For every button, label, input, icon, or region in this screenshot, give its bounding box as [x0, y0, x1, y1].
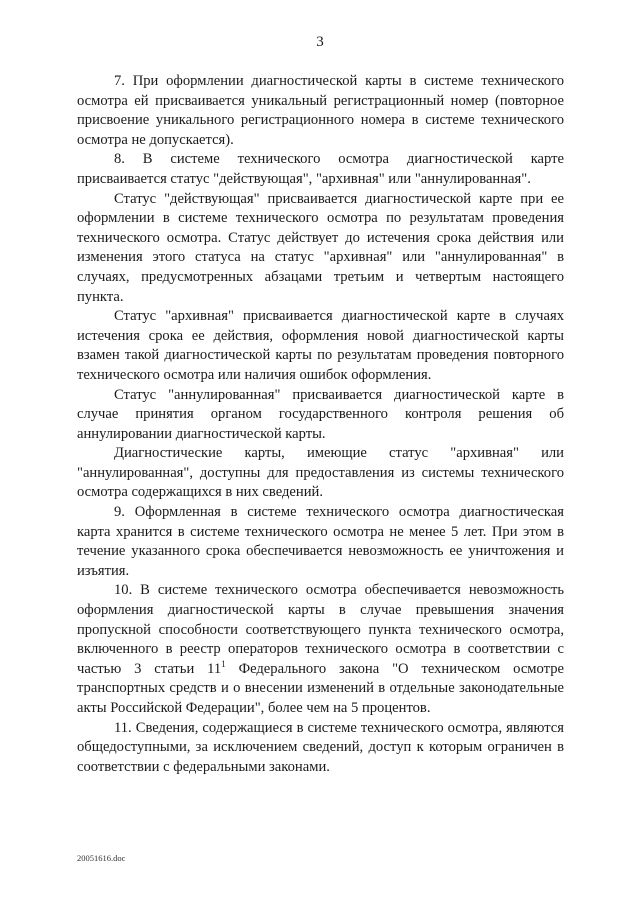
paragraph-status-annulled: Статус "аннулированная" присваивается диагностической карте в случае принятия органом государственного контроля решения об аннулировании диагностической карты.	[77, 386, 564, 442]
paragraph-9: 9. Оформленная в системе технического осмотра диагностическая карта хранится в системе технического осмотра не менее 5 лет. При этом в течение указанного срока обеспечивается невозможность ее уничтожения и изъятия.	[77, 504, 564, 579]
paragraph-availability: Диагностические карты, имеющие статус "архивная" или "аннулированная", доступны для предоставления из системы технического осмотра содержащихся в них сведений.	[77, 445, 564, 501]
paragraph-8: 8. В системе технического осмотра диагностической карте присваивается статус "действующая", "архивная" или "аннулированная".	[77, 151, 564, 187]
paragraph-11: 11. Сведения, содержащиеся в системе технического осмотра, являются общедоступными, за исключением сведений, доступ к которым ограничен в соответствии с федеральными законами.	[77, 719, 564, 775]
paragraph-status-archived: Статус "архивная" присваивается диагностической карте в случаях истечения срока ее действия, оформления новой диагностической карты взамен такой диагностической карты по результатам проведения повторного технического осмотра или наличия ошибок оформления.	[77, 308, 564, 383]
article-superscript: 1	[221, 658, 226, 669]
paragraph-status-active: Статус "действующая" присваивается диагностической карте при ее оформлении в системе технического осмотра по результатам проведения технического осмотра. Статус действует до истечения срока действия или изменения этого статуса на статус "архивная" или "аннулированная" в случаях, предусмотренных абзацами третьим и четвертым настоящего пункта.	[77, 190, 564, 305]
paragraph-10-text: 10. В системе технического осмотра обеспечивается невозможность оформления диагностической карты в случае превышения значения пропускной способности соответствующего пункта технического осмотра, включенного в реестр операторов технического осмотра в соответствии с частью 3 статьи 11	[77, 582, 564, 677]
page-number: 3	[316, 34, 324, 50]
paragraph-7: 7. При оформлении диагностической карты в системе технического осмотра ей присваивается уникальный регистрационный номер (повторное присвоение уникального регистрационного номера в системе технического осмотра не допускается).	[77, 73, 564, 148]
file-name-footer: 20051616.doc	[77, 853, 126, 863]
document-body	[77, 72, 564, 777]
paragraph-10-text-cont: Федерального закона "О техническом осмотре транспортных средств и о внесении изменений в отдельные законодательные акты Российской Федерации", более чем на 5 процентов.	[77, 660, 564, 716]
paragraph-10	[77, 581, 564, 718]
